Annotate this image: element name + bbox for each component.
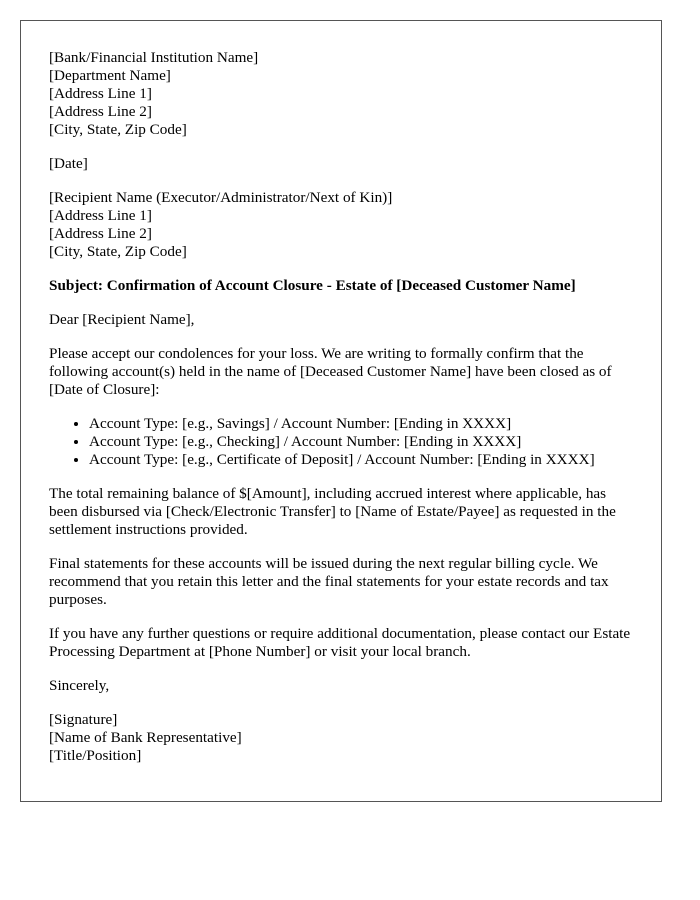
recipient-city-state-zip: [City, State, Zip Code] [49, 243, 187, 260]
sender-city-state-zip: [City, State, Zip Code] [49, 121, 187, 138]
recipient-address-line-1: [Address Line 1] [49, 207, 152, 224]
sender-address [49, 49, 633, 139]
subject-text: Subject: Confirmation of Account Closure - Estate of [Deceased Customer Name] [49, 277, 576, 294]
representative-title: [Title/Position] [49, 747, 142, 764]
intro-paragraph: Please accept our condolences for your loss. We are writing to formally confirm that the following account(s) held in the name of [Deceased Customer Name] have been closed as of [Date of Closure]: [49, 345, 612, 398]
letter [20, 20, 662, 802]
account-list [49, 415, 633, 469]
recipient-address-line-2: [Address Line 2] [49, 225, 152, 242]
salutation: Dear [Recipient Name], [49, 311, 195, 328]
recipient-name: [Recipient Name (Executor/Administrator/Next of Kin)] [49, 189, 393, 206]
account-item: • Account Type: [e.g., Savings] / Account Number: [Ending in XXXX] [89, 415, 633, 433]
account-item: • Account Type: [e.g., Checking] / Account Number: [Ending in XXXX] [89, 433, 633, 451]
representative-name: [Name of Bank Representative] [49, 729, 242, 746]
balance-paragraph: The total remaining balance of $[Amount], including accrued interest where applicable, has been disbursed via [Check/Electronic Transfer] to [Name of Estate/Payee] as requested in the settlement instructions provided. [49, 485, 616, 538]
closing: Sincerely, [49, 677, 110, 694]
recipient-address [49, 189, 633, 261]
signature-block [49, 711, 633, 765]
account-item: • Account Type: [e.g., Certificate of Deposit] / Account Number: [Ending in XXXX] [89, 451, 633, 469]
sender-name: [Bank/Financial Institution Name] [49, 49, 259, 66]
letter-date: [Date] [49, 155, 88, 172]
sender-address-line-1: [Address Line 1] [49, 85, 152, 102]
sender-department: [Department Name] [49, 67, 171, 84]
sender-address-line-2: [Address Line 2] [49, 103, 152, 120]
contact-paragraph: If you have any further questions or require additional documentation, please contact our Estate Processing Department at [Phone Number] or visit your local branch. [49, 625, 631, 660]
signature: [Signature] [49, 711, 118, 728]
statements-paragraph: Final statements for these accounts will be issued during the next regular billing cycle. We recommend that you retain this letter and the final statements for your estate records and tax purposes. [49, 555, 609, 608]
subject-line [49, 277, 633, 295]
